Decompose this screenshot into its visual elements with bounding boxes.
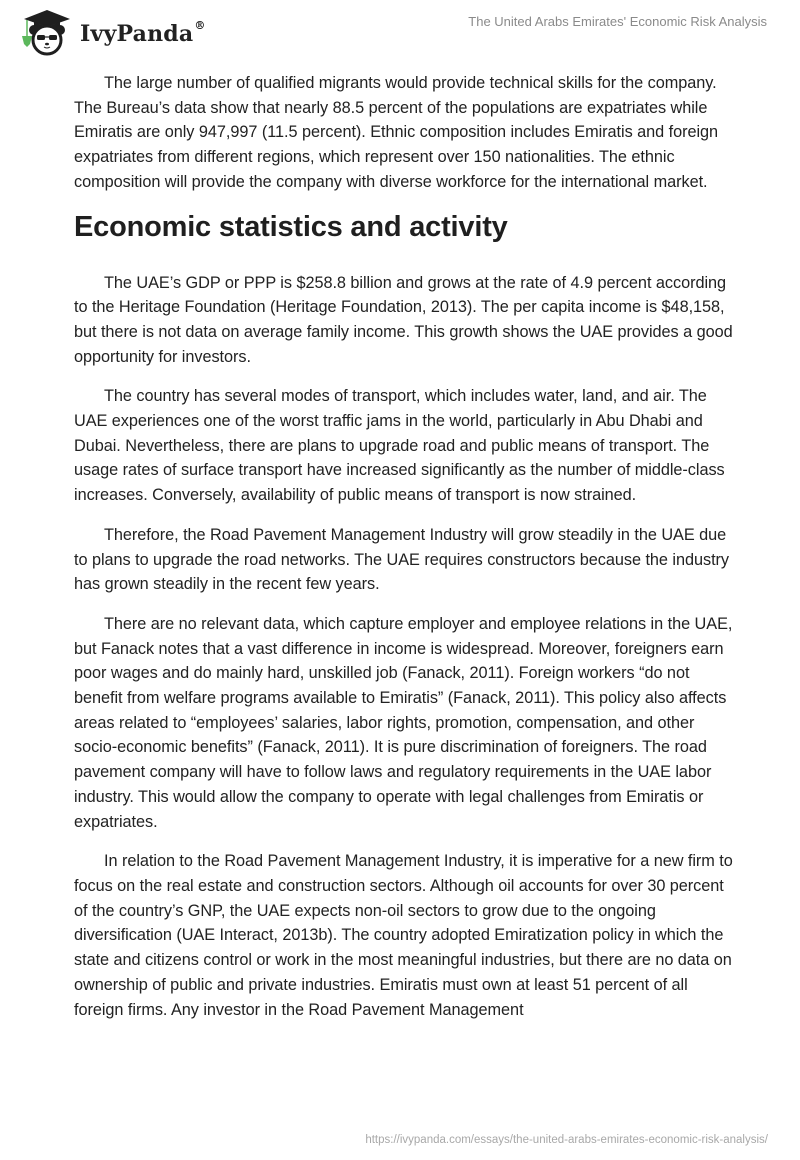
paragraph-gdp: The UAE’s GDP or PPP is $258.8 billion and grows at the rate of 4.9 percent according to the Heritage Foundation (Heritage Foundation, 2013). The per capita income is $48,158, but there is not data on average family income. This growth shows the UAE provides a good opportunity for investors. <box>74 273 733 366</box>
essay-body <box>74 71 734 1037</box>
logo-wordmark: IvyPanda® <box>80 18 206 47</box>
source-url-link[interactable]: https://ivypanda.com/essays/the-united-arabs-emirates-economic-risk-analysis/ <box>365 1134 768 1146</box>
panda-graduate-icon <box>14 6 76 56</box>
ivypanda-logo[interactable] <box>14 6 206 56</box>
paragraph-road-industry: Therefore, the Road Pavement Management Industry will grow steadily in the UAE due to plans to upgrade the road networks. The UAE requires constructors because the industry has grown steadily in the recent few years. <box>74 525 730 594</box>
section-heading: Economic statistics and activity <box>74 210 508 243</box>
document-title: The United Arabs Emirates' Economic Risk Analysis <box>468 14 767 29</box>
paragraph-sectors: In relation to the Road Pavement Management Industry, it is imperative for a new firm to focus on the real estate and construction sectors. Although oil accounts for over 30 percent of the country’s GNP, the UAE expects non-oil sectors to grow due to the ongoing diversification (UAE Interact, 2013b). The country adopted Emiratization policy in which the state and citizens control or work in the most meaningful industries, but there are no data on ownership of public and private industries. Emiratis must own at least 51 percent of all foreign firms. Any investor in the Road Pavement Management <box>74 852 733 1019</box>
intro-paragraph: The large number of qualified migrants would provide technical skills for the company. The Bureau’s data show that nearly 88.5 percent of the populations are expatriates while Emiratis are only 947,997 (11.5 percent). Ethnic composition includes Emiratis and foreign expatriates from different regions, which represent over 150 nationalities. The ethnic composition will provide the company with diverse workforce for the international market. <box>74 74 719 191</box>
paragraph-transport: The country has several modes of transport, which includes water, land, and air. The UAE experiences one of the worst traffic jams in the world, particularly in Abu Dhabi and Dubai. Nevertheless, there are plans to upgrade road and public means of transport. The usage rates of surface transport have increased significantly as the number of middle-class increases. Conversely, availability of public means of transport is now strained. <box>74 387 725 505</box>
page-header <box>0 0 800 60</box>
paragraph-labor-relations: There are no relevant data, which capture employer and employee relations in the UAE, but Fanack notes that a vast difference in income is widespread. Moreover, foreigners earn poor wages and do mainly hard, unskilled job (Fanack, 2011). Foreign workers “do not benefit from welfare programs available to Emiratis” (Fanack, 2011). This policy also affects areas related to “employees’ salaries, labor rights, promotion, compensation, and other socio-economic benefits” (Fanack, 2011). It is pure discrimination of foreigners. The road pavement company will have to follow laws and regulatory requirements in the UAE labor industry. This would allow the company to operate with legal challenges from Emiratis or expatriates. <box>74 614 733 831</box>
